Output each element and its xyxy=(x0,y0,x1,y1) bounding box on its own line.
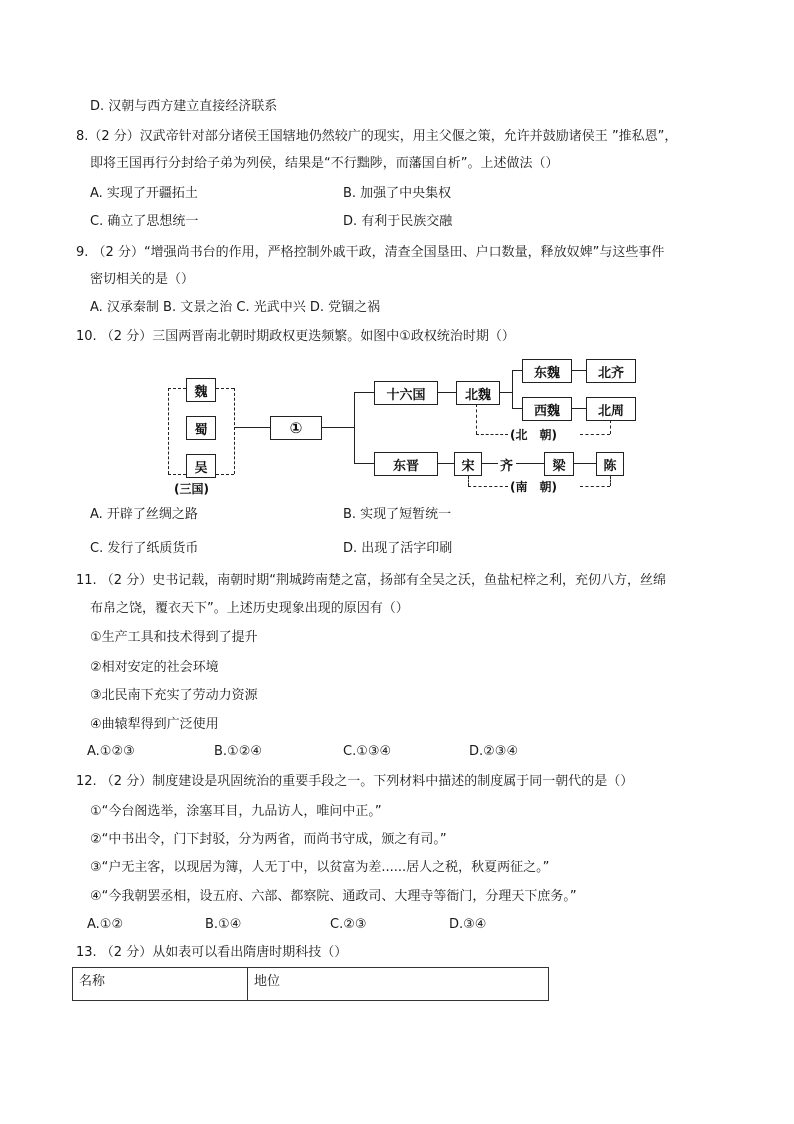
q11-statement-3: ③北民南下充实了劳动力资源 xyxy=(90,688,258,703)
q10-option-d: D. 出现了活字印刷 xyxy=(343,541,453,556)
shiliuguo-box xyxy=(374,381,438,405)
song-label: 宋 xyxy=(461,458,475,474)
q9-stem-line1: 9. （2 分）“增强尚书台的作用，严格控制外戚干政，清查全国垦田、户口数量，释放奴婢”与这些事件 xyxy=(76,245,665,260)
q8-stem-line1: 8.（2 分）汉武帝针对部分诸侯王国辖地仍然较广的现实，用主父偃之策，允许并鼓励诸侯王 ”推私恩”， xyxy=(76,129,678,144)
q10-option-c: C. 发行了纸质货币 xyxy=(90,541,199,556)
q10-option-a: A. 开辟了丝绸之路 xyxy=(90,507,198,522)
q8-option-c: C. 确立了思想统一 xyxy=(90,214,199,229)
nanchao-label: (南 朝) xyxy=(510,480,557,494)
chen-label: 陈 xyxy=(603,458,617,474)
q11-option-d: D.②③④ xyxy=(469,744,519,759)
liang-box xyxy=(544,452,574,476)
sanguo-label: (三国) xyxy=(174,482,209,496)
q12-option-c: C.②③ xyxy=(330,917,367,932)
beiwei-label: 北魏 xyxy=(464,387,491,403)
beizhou-box xyxy=(586,397,636,421)
beichao-label: (北 朝) xyxy=(510,428,557,442)
q11-statement-1: ①生产工具和技术得到了提升 xyxy=(90,630,258,645)
chen-box xyxy=(596,452,624,476)
table-header-row xyxy=(73,968,549,1001)
q11-stem-line2: 布帛之饶，覆衣天下”。上述历史现象出现的原因有（） xyxy=(90,601,409,616)
q11-option-b: B.①②④ xyxy=(214,744,263,759)
q11-statement-4: ④曲辕犁得到广泛使用 xyxy=(90,717,219,732)
q13-table xyxy=(72,967,549,1001)
q12-statement-1: ①“今台阁选举，涂塞耳目，九品访人，唯问中正。” xyxy=(90,804,382,819)
q12-option-d: D.③④ xyxy=(449,917,487,932)
xiwei-label: 西魏 xyxy=(533,403,560,419)
q10-option-b: B. 实现了短暂统一 xyxy=(343,507,452,522)
q11-statement-2: ②相对安定的社会环境 xyxy=(90,660,219,675)
liang-label: 梁 xyxy=(552,458,566,474)
beiqi-box xyxy=(586,359,636,383)
shu-box xyxy=(186,416,216,440)
q12-option-b: B.①④ xyxy=(205,917,242,932)
wei-box xyxy=(186,378,216,402)
beizhou-label: 北周 xyxy=(597,403,624,419)
qi-label: 齐 xyxy=(500,459,514,474)
dongjin-label: 东晋 xyxy=(392,458,419,474)
q7-option-d: D. 汉朝与西方建立直接经济联系 xyxy=(90,99,278,114)
wei-label: 魏 xyxy=(194,384,208,400)
q13-stem: 13. （2 分）从如表可以看出隋唐时期科技（） xyxy=(76,945,348,960)
q9-stem-line2: 密切相关的是（） xyxy=(90,272,195,287)
dongwei-box xyxy=(522,359,572,383)
q8-stem-line2: 即将王国再行分封给子弟为列侯，结果是“不行黜陟，而藩国自析”。上述做法（） xyxy=(90,156,559,171)
beiwei-box xyxy=(456,381,500,405)
shiliuguo-label: 十六国 xyxy=(386,387,426,403)
shu-label: 蜀 xyxy=(194,422,208,438)
q11-option-a: A.①②③ xyxy=(87,744,135,759)
regime-change-diagram xyxy=(158,350,638,500)
regime-1-box xyxy=(270,416,322,440)
song-box xyxy=(454,452,482,476)
q8-option-b: B. 加强了中央集权 xyxy=(343,186,452,201)
wu-label: 吴 xyxy=(194,460,208,476)
table-header-status: 地位 xyxy=(248,968,549,1001)
beiqi-label: 北齐 xyxy=(597,365,624,381)
dongwei-label: 东魏 xyxy=(533,365,560,381)
q10-stem: 10. （2 分）三国两晋南北朝时期政权更迭频繁。如图中①政权统治时期（） xyxy=(76,329,515,344)
q11-stem-line1: 11. （2 分）史书记载，南朝时期“荆城跨南楚之富，扬部有全吴之沃，鱼盐杞梓之利，充仞八方，丝绵 xyxy=(76,573,666,588)
q11-option-c: C.①③④ xyxy=(343,744,392,759)
table-header-name: 名称 xyxy=(73,968,248,1001)
dongjin-box xyxy=(374,452,438,476)
xiwei-box xyxy=(522,397,572,421)
q8-option-a: A. 实现了开疆拓土 xyxy=(90,186,198,201)
q12-stem: 12. （2 分）制度建设是巩固统治的重要手段之一。下列材料中描述的制度属于同一朝代的是（） xyxy=(76,774,634,789)
q12-statement-2: ②“中书出令，门下封驳，分为两省，而尚书守成，颁之有司。” xyxy=(90,832,447,847)
q12-statement-3: ③“户无主客，以现居为簿，人无丁中，以贫富为差......居人之税，秋夏两征之。” xyxy=(90,860,550,875)
q8-option-d: D. 有利于民族交融 xyxy=(343,214,453,229)
q12-statement-4: ④“今我朝罢丞相，设五府、六部、都察院、通政司、大理寺等衙门，分理天下庶务。” xyxy=(90,889,577,904)
q12-option-a: A.①② xyxy=(87,917,124,932)
wu-box xyxy=(186,454,216,478)
q9-options: A. 汉承秦制 B. 文景之治 C. 光武中兴 D. 党锢之祸 xyxy=(90,300,381,315)
regime-1-label: ① xyxy=(289,419,303,437)
